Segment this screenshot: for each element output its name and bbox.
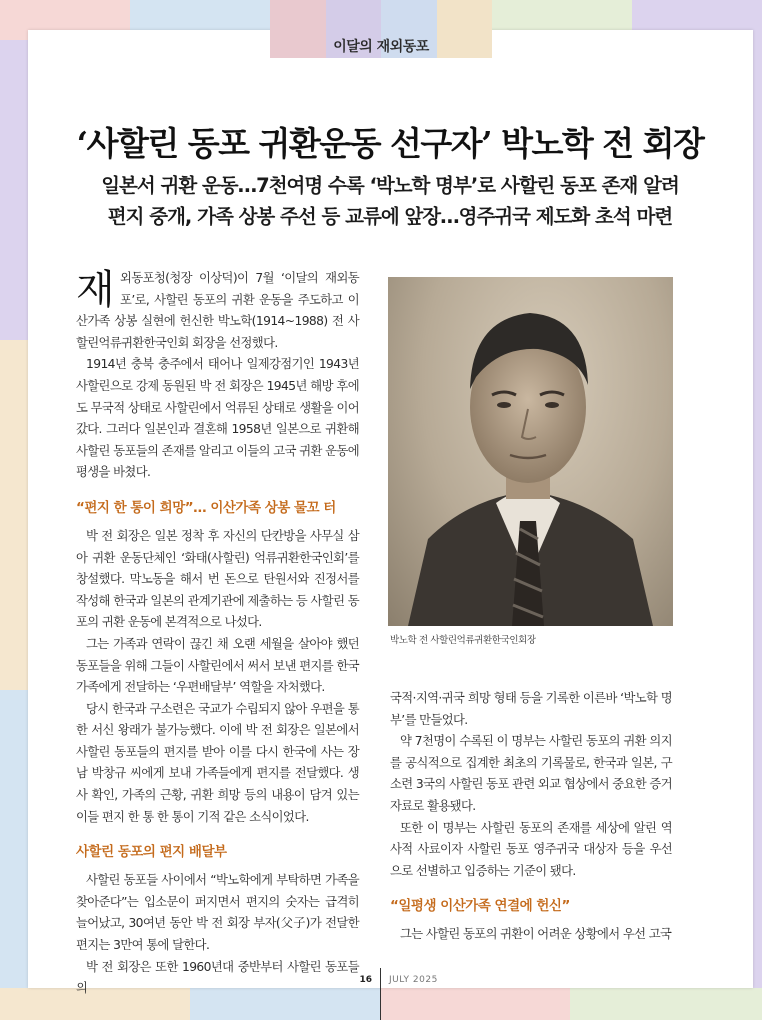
section-heading: 사할린 동포의 편지 배달부 — [76, 844, 227, 861]
article-paragraph: 1914년 충북 충주에서 태어나 일제강점기인 1943년 사할린으로 강제 동원된 박 전 회장은 1945년 해방 후에도 무국적 상태로 사할린에서 억류된 상태로 생활을 이어갔다. 그러다 일본인과 결혼해 1958년 일본으로 귀환해 사할린 동포들의 존재를 알리고 이들의 고국 귀환 운동에 평생을 바쳤다. — [76, 357, 359, 480]
article-paragraph: 당시 한국과 구소련은 국교가 수립되지 않아 우편을 통한 서신 왕래가 불가능했다. 이에 박 전 회장은 일본에서 사할린 동포들의 편지를 받아 이를 다시 한국에 사는 장남 박창규 씨에게 보내 가족들에게 편지를 전달했다. 생사 확인, 가족의 근황, 귀환 희망 등의 내용이 담겨 있는 이들 편지 한 통 한 통이 기적 같은 소식이었다. — [76, 701, 359, 824]
article-paragraph: 사할린 동포들 사이에서 “박노학에게 부탁하면 가족을 찾아준다”는 입소문이 퍼지면서 편지의 숫자는 급격히 늘어났고, 30여년 동안 박 전 회장 부자(父子)가 전달한 편지는 3만여 통에 달한다. — [76, 873, 359, 953]
background-patch — [0, 40, 28, 340]
page-number: 16 — [359, 975, 372, 985]
portrait-illustration — [388, 277, 673, 626]
issue-date: JULY 2025 — [389, 975, 438, 985]
article-paragraph: 약 7천명이 수록된 이 명부는 사할린 동포의 귀환 의지를 공식적으로 집계한 최초의 기록물로, 한국과 일본, 구소련 3국의 사할린 동포 관련 외교 협상에서 중요한 증거자료로 활용됐다. — [390, 734, 672, 813]
article-right-column — [390, 688, 672, 946]
background-patch — [753, 40, 762, 1020]
article-paragraph: 그는 가족과 연락이 끊긴 채 오랜 세월을 살아야 했던 동포들을 위해 그들이 사할린에서 써서 보낸 편지를 한국 가족에게 전달하는 ‘우편배달부’ 역할을 자처했다. — [76, 636, 359, 695]
background-patch — [570, 988, 762, 1020]
section-heading: “편지 한 통이 희망”… 이산가족 상봉 물꼬 터 — [76, 499, 336, 516]
article-paragraph: 또한 이 명부는 사할린 동포의 존재를 세상에 알린 역사적 사료이자 사할린 동포 영주귀국 대상자 등을 우선으로 선별하고 입증하는 기준이 됐다. — [390, 820, 672, 878]
article-left-column — [76, 268, 359, 1000]
background-patch — [380, 988, 570, 1020]
article-headline: ‘사할린 동포 귀환운동 선구자’ 박노학 전 회장 — [76, 124, 704, 163]
footer-divider — [380, 968, 381, 1020]
background-patch — [0, 340, 28, 690]
article-paragraph: 박 전 회장은 또한 1960년대 중반부터 사할린 동포들의 — [76, 959, 359, 996]
section-label: 이달의 재외동포 — [333, 39, 429, 55]
article-paragraph: 국적·지역·귀국 희망 형태 등을 기록한 이른바 ‘박노학 명부’를 만들었다. — [390, 691, 672, 727]
section-heading: “일평생 이산가족 연결에 헌신” — [390, 898, 570, 915]
photo-caption: 박노학 전 사할린억류귀환한국인회장 — [390, 635, 536, 646]
article-subheadline-1: 일본서 귀환 운동…7천여명 수록 ‘박노학 명부’로 사할린 동포 존재 알려 — [101, 174, 679, 197]
article-subheadline-2: 편지 중개, 가족 상봉 주선 등 교류에 앞장…영주귀국 제도화 초석 마련 — [107, 205, 673, 228]
article-paragraph: 재외동포청(청장 이상덕)이 7월 ‘이달의 재외동포’로, 사할린 동포의 귀환 운동을 주도하고 이산가족 상봉 실현에 헌신한 박노학(1914~1988) 전 사할린억류귀환한국인회 회장을 선정했다. — [76, 267, 359, 350]
drop-cap: 재 — [76, 267, 115, 313]
article-paragraph: 그는 사할린 동포의 귀환이 어려운 상황에서 우선 고국 — [400, 927, 672, 942]
article-paragraph: 박 전 회장은 일본 정착 후 자신의 단칸방을 사무실 삼아 귀환 운동단체인 ‘화태(사할린) 억류귀환한국인회’를 창설했다. 막노동을 해서 번 돈으로 탄원서와 진정서를 작성해 한국과 일본의 관계기관에 제출하는 등 사할린 동포의 귀환 운동에 본격적으로 나섰다. — [76, 528, 359, 630]
background-patch — [0, 690, 28, 1020]
portrait-photo — [388, 277, 673, 626]
